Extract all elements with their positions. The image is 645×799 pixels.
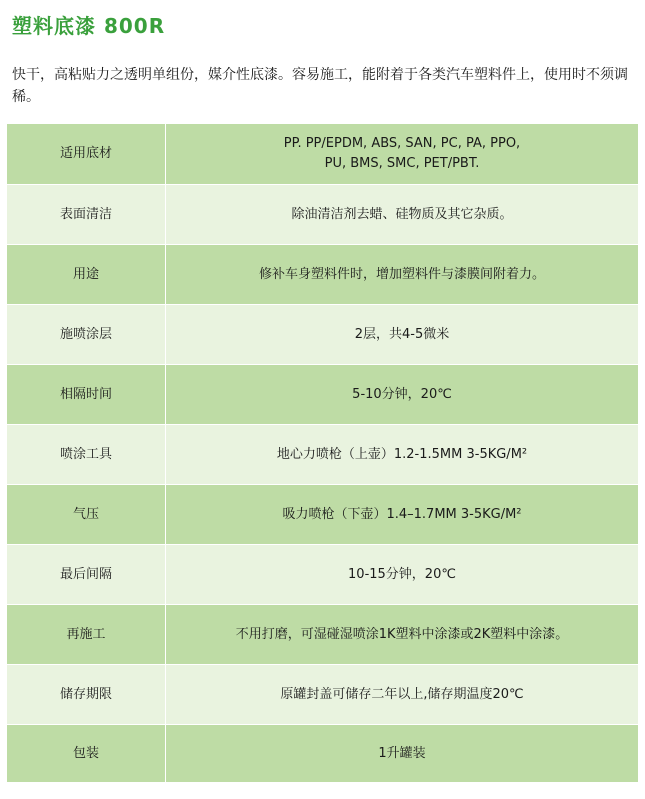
table-row [7,725,638,783]
table-row [7,605,638,665]
table-row [7,185,638,245]
row-value-line: PU, BMS, SMC, PET/PBT. [324,156,480,171]
table-row [7,485,638,545]
table-row [7,545,638,605]
row-label: 最后间隔 [7,545,166,605]
page-title: 塑料底漆 800R [12,14,166,38]
row-value: 修补车身塑料件时，增加塑料件与漆膜间附着力。 [166,245,639,305]
row-value-line: PP. PP/EPDM, ABS, SAN, PC, PA, PPO, [283,136,521,151]
spec-table [7,124,638,783]
row-value: 5-10分钟，20℃ [166,365,639,425]
row-label: 施喷涂层 [7,305,166,365]
row-value: 吸力喷枪（下壶）1.4–1.7MM 3-5KG/M² [166,485,639,545]
row-value [166,124,639,185]
row-value: 不用打磨，可湿碰湿喷涂1K塑料中涂漆或2K塑料中涂漆。 [166,605,639,665]
table-row [7,665,638,725]
row-label: 相隔时间 [7,365,166,425]
table-row [7,425,638,485]
row-label: 表面清洁 [7,185,166,245]
row-label: 储存期限 [7,665,166,725]
table-row [7,365,638,425]
table-row [7,245,638,305]
row-label: 再施工 [7,605,166,665]
table-row [7,305,638,365]
row-label: 喷涂工具 [7,425,166,485]
row-label: 适用底材 [7,124,166,185]
row-value: 10-15分钟，20℃ [166,545,639,605]
row-label: 包装 [7,725,166,783]
product-description: 快干，高粘贴力之透明单组份，媒介性底漆。容易施工，能附着于各类汽车塑料件上，使用时不须调稀。 [12,67,628,105]
row-value: 除油清洁剂去蜡、硅物质及其它杂质。 [166,185,639,245]
row-value: 2层，共4-5微米 [166,305,639,365]
row-value: 1升罐装 [166,725,639,783]
row-value: 原罐封盖可储存二年以上,储存期温度20℃ [166,665,639,725]
row-value: 地心力喷枪（上壶）1.2-1.5MM 3-5KG/M² [166,425,639,485]
table-row [7,124,638,185]
row-label: 气压 [7,485,166,545]
row-label: 用途 [7,245,166,305]
